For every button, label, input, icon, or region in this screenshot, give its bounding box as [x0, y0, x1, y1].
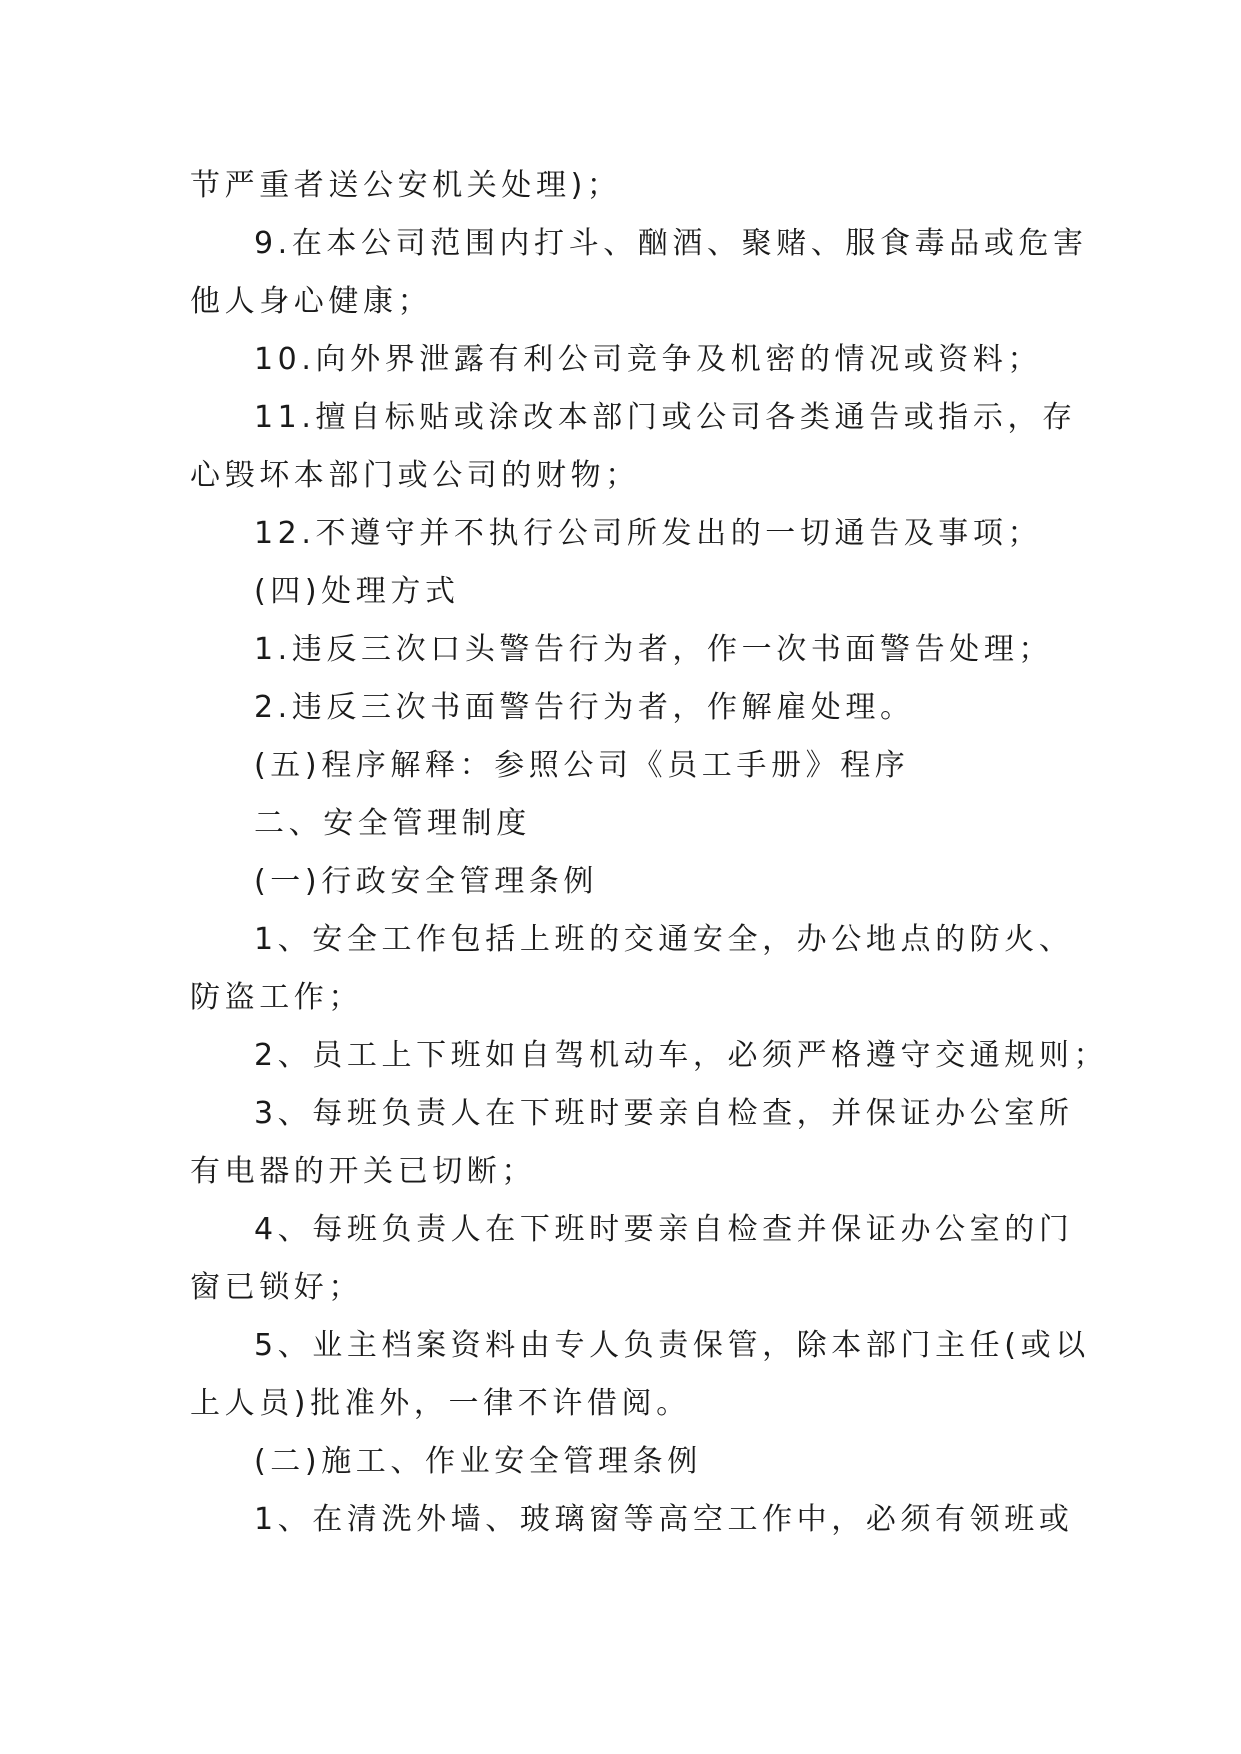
- text-line: 节严重者送公安机关处理)；: [190, 168, 622, 203]
- text-line: 窗已锁好；: [190, 1270, 363, 1305]
- section-heading: (二)施工、作业安全管理条例: [254, 1444, 702, 1479]
- text-line: 2、员工上下班如自驾机动车，必须严格遵守交通规则；: [254, 1038, 1109, 1073]
- text-line: 10.向外界泄露有利公司竞争及机密的情况或资料；: [254, 342, 1043, 377]
- text-line: 心毁坏本部门或公司的财物；: [190, 458, 640, 493]
- text-line: 2.违反三次书面警告行为者，作解雇处理。: [254, 690, 915, 725]
- text-line: 11.擅自标贴或涂改本部门或公司各类通告或指示，存: [254, 400, 1077, 435]
- text-line: 3、每班负责人在下班时要亲自检查，并保证办公室所: [254, 1096, 1074, 1131]
- chapter-heading: 二、安全管理制度: [254, 806, 531, 841]
- text-line: 5、业主档案资料由专人负责保管，除本部门主任(或以: [254, 1328, 1090, 1363]
- text-line: 防盗工作；: [190, 980, 363, 1015]
- section-heading: (五)程序解释：参照公司《员工手册》程序: [254, 748, 910, 783]
- text-line: 上人员)批准外，一律不许借阅。: [190, 1386, 691, 1421]
- text-line: 9.在本公司范围内打斗、酗酒、聚赌、服食毒品或危害: [254, 226, 1088, 261]
- text-line: 有电器的开关已切断；: [190, 1154, 536, 1189]
- text-line: 1.违反三次口头警告行为者，作一次书面警告处理；: [254, 632, 1054, 667]
- text-line: 1、安全工作包括上班的交通安全，办公地点的防火、: [254, 922, 1074, 957]
- text-line: 4、每班负责人在下班时要亲自检查并保证办公室的门: [254, 1212, 1074, 1247]
- text-line: 12.不遵守并不执行公司所发出的一切通告及事项；: [254, 516, 1043, 551]
- text-line: 他人身心健康；: [190, 284, 433, 319]
- section-heading: (一)行政安全管理条例: [254, 864, 599, 899]
- section-heading: (四)处理方式: [254, 574, 460, 609]
- text-line: 1、在清洗外墙、玻璃窗等高空工作中，必须有领班或: [254, 1502, 1074, 1537]
